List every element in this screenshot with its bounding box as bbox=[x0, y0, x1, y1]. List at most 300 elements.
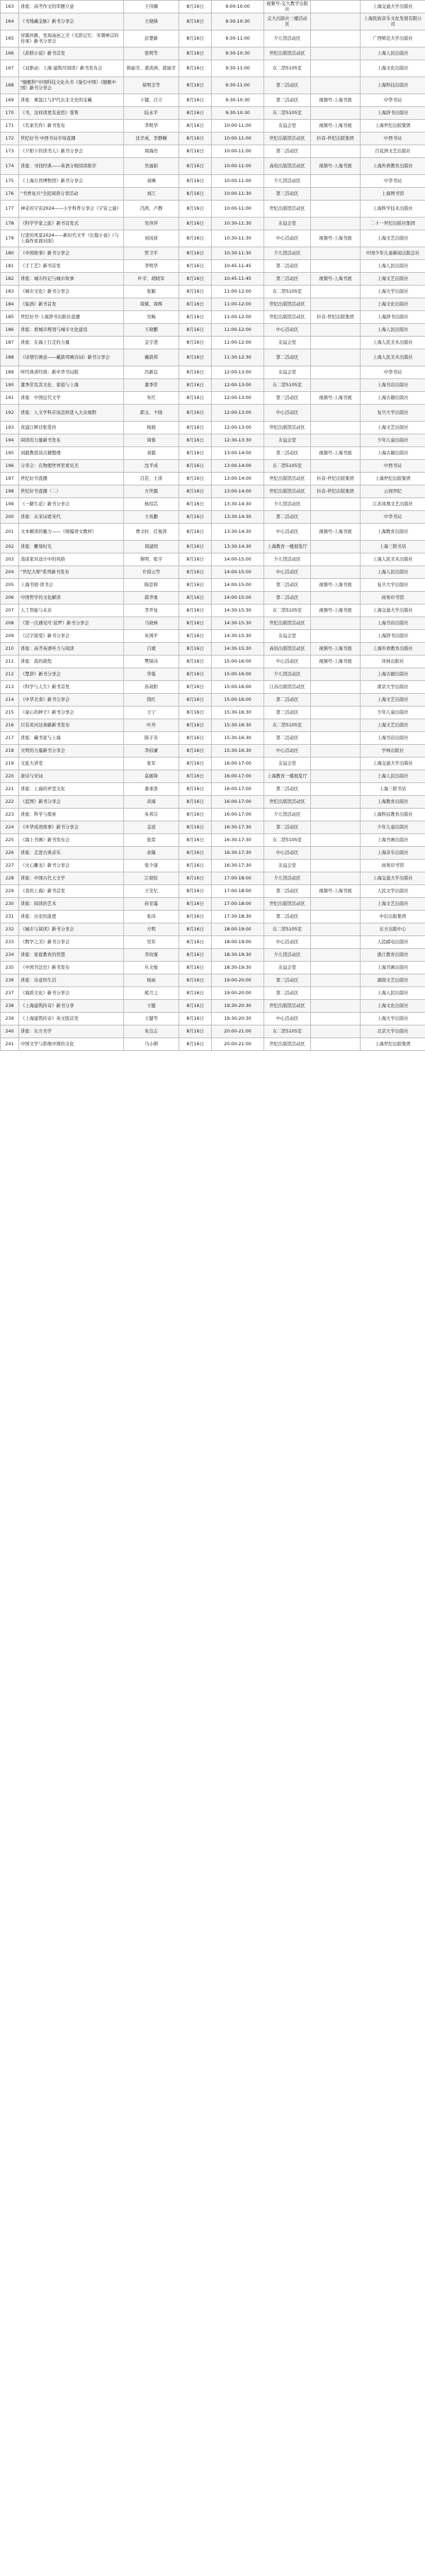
row-number: 210 bbox=[1, 643, 19, 656]
event-publisher: 上海文艺出版社 bbox=[361, 422, 425, 434]
event-media bbox=[311, 337, 361, 349]
table-row bbox=[1, 885, 425, 898]
event-venue: 中心活动区 bbox=[264, 1013, 311, 1025]
row-number: 225 bbox=[1, 834, 19, 847]
event-venue: 东二馆5105室 bbox=[264, 1025, 311, 1038]
event-title: 《城市文化》新书分享会 bbox=[19, 286, 124, 298]
event-guest: 王伟楠 bbox=[124, 1, 179, 13]
event-guest: 陆永平 bbox=[124, 107, 179, 120]
event-media bbox=[311, 553, 361, 566]
event-publisher: 东方出版中心 bbox=[361, 923, 425, 936]
event-publisher: 中西书局 bbox=[361, 460, 425, 473]
event-time: 11:00-12:00 bbox=[212, 311, 264, 324]
event-title: 讲座：科学与探索 bbox=[19, 809, 124, 821]
row-number: 172 bbox=[1, 133, 19, 145]
row-number: 195 bbox=[1, 447, 19, 460]
event-time: 9:30-10:30 bbox=[212, 47, 264, 60]
event-venue: 中心活动区 bbox=[264, 405, 311, 422]
table-row bbox=[1, 604, 425, 617]
event-venue: 第三活动区 bbox=[264, 885, 311, 898]
row-number: 177 bbox=[1, 201, 19, 218]
event-publisher: 上海书画出版社 bbox=[361, 834, 425, 847]
event-publisher: 北京大学出版社 bbox=[361, 1025, 425, 1038]
event-date: 8月16日 bbox=[179, 707, 212, 719]
event-venue: 东二馆5105室 bbox=[264, 286, 311, 298]
event-media bbox=[311, 175, 361, 188]
event-time: 13:30-14:30 bbox=[212, 541, 264, 553]
event-date: 8月16日 bbox=[179, 379, 212, 392]
event-guest: 郭玉、卞晓 bbox=[124, 405, 179, 422]
event-time: 15:30-16:30 bbox=[212, 732, 264, 745]
event-publisher: 人民邮电出版社 bbox=[361, 936, 425, 949]
row-number: 197 bbox=[1, 473, 19, 485]
event-date: 8月16日 bbox=[179, 974, 212, 987]
row-number: 164 bbox=[1, 13, 19, 30]
event-title: 世纪好书·中西书局专场直播 bbox=[19, 133, 124, 145]
event-guest: 张玮 bbox=[124, 911, 179, 923]
event-time: 18:30-19:30 bbox=[212, 962, 264, 974]
table-row bbox=[1, 783, 425, 796]
event-title: "书香复兴"全民阅读分享活动 bbox=[19, 188, 124, 201]
event-publisher: 上海书店出版社 bbox=[361, 379, 425, 392]
event-venue: 世纪出版馆活动区 bbox=[264, 47, 311, 60]
table-row bbox=[1, 758, 425, 770]
event-publisher: 上海文艺出版社 bbox=[361, 694, 425, 707]
event-media bbox=[311, 349, 361, 366]
event-publisher: 南京大学出版社 bbox=[361, 681, 425, 694]
event-publisher: 少年儿童出版社 bbox=[361, 707, 425, 719]
event-date: 8月16日 bbox=[179, 860, 212, 872]
event-guest: 周海亮 bbox=[124, 145, 179, 158]
event-date: 8月16日 bbox=[179, 422, 212, 434]
event-media bbox=[311, 694, 361, 707]
table-row bbox=[1, 188, 425, 201]
table-row bbox=[1, 473, 425, 485]
event-venue: 友谊会堂 bbox=[264, 860, 311, 872]
row-number: 222 bbox=[1, 796, 19, 809]
event-publisher: 广西师范大学出版社 bbox=[361, 30, 425, 47]
row-number: 217 bbox=[1, 732, 19, 745]
event-title: 文本解读的魅力——《统编语文教材》 bbox=[19, 524, 124, 541]
event-publisher: 中华书局 bbox=[361, 366, 425, 379]
event-title: 只有黄河这条路新书发布 bbox=[19, 719, 124, 732]
table-row bbox=[1, 1025, 425, 1038]
event-time: 16:00-17:00 bbox=[212, 783, 264, 796]
event-publisher: 上海人民出版社 bbox=[361, 47, 425, 60]
row-number: 237 bbox=[1, 987, 19, 1000]
event-venue: 少儿馆活动区 bbox=[264, 809, 311, 821]
row-number: 236 bbox=[1, 974, 19, 987]
event-time: 16:00-17:00 bbox=[212, 809, 264, 821]
row-number: 182 bbox=[1, 273, 19, 286]
table-row bbox=[1, 681, 425, 694]
table-row bbox=[1, 592, 425, 604]
event-title: 文明的力量新书分享会 bbox=[19, 745, 124, 758]
event-guest: 周建国 bbox=[124, 541, 179, 553]
row-number: 203 bbox=[1, 553, 19, 566]
event-date: 8月16日 bbox=[179, 1038, 212, 1051]
event-venue: 中心活动区 bbox=[264, 524, 311, 541]
event-media bbox=[311, 719, 361, 732]
event-venue: 中心活动区 bbox=[264, 745, 311, 758]
row-number: 215 bbox=[1, 707, 19, 719]
event-date: 8月16日 bbox=[179, 120, 212, 133]
table-row bbox=[1, 286, 425, 298]
event-media bbox=[311, 498, 361, 511]
event-time: 11:00-12:00 bbox=[212, 286, 264, 298]
event-publisher: 上海世纪出版集团 bbox=[361, 120, 425, 133]
event-guest: 张颖 bbox=[124, 286, 179, 298]
event-publisher: 上海交通大学出版社 bbox=[361, 1, 425, 13]
event-venue: 交大出版社三楼活动区 bbox=[264, 13, 311, 30]
table-row bbox=[1, 579, 425, 592]
event-publisher: 上海文艺出版社 bbox=[361, 230, 425, 247]
event-venue: 中心活动区 bbox=[264, 566, 311, 579]
event-venue: 中心活动区 bbox=[264, 230, 311, 247]
event-venue: 第二活动区 bbox=[264, 987, 311, 1000]
event-publisher: 上海人民出版社 bbox=[361, 324, 425, 337]
table-row bbox=[1, 498, 425, 511]
event-title: 讲座：在海上行走的力量 bbox=[19, 337, 124, 349]
event-venue: 第二活动区 bbox=[264, 821, 311, 834]
table-row bbox=[1, 30, 425, 47]
event-date: 8月16日 bbox=[179, 949, 212, 962]
event-date: 8月16日 bbox=[179, 694, 212, 707]
row-number: 163 bbox=[1, 1, 19, 13]
event-time: 12:00-13:00 bbox=[212, 422, 264, 434]
event-date: 8月16日 bbox=[179, 604, 212, 617]
table-row bbox=[1, 949, 425, 962]
event-publisher: 商务印书馆 bbox=[361, 592, 425, 604]
event-publisher: 上海外语教育出版社 bbox=[361, 643, 425, 656]
event-venue: 第二活动区 bbox=[264, 911, 311, 923]
event-time: 13:00-14:00 bbox=[212, 473, 264, 485]
event-title: 《科学学家之旅》新书首发式 bbox=[19, 218, 124, 230]
event-guest: 李明华 bbox=[124, 120, 179, 133]
event-time: 13:00-14:00 bbox=[212, 485, 264, 498]
event-guest: 杨绍芯 bbox=[124, 498, 179, 511]
row-number: 209 bbox=[1, 630, 19, 643]
event-title: 《蓝图》新书分享会 bbox=[19, 796, 124, 809]
table-row bbox=[1, 133, 425, 145]
table-row bbox=[1, 107, 425, 120]
event-title: 讲座：诗意的生活 bbox=[19, 974, 124, 987]
table-row bbox=[1, 668, 425, 681]
row-number: 230 bbox=[1, 898, 19, 911]
row-number: 165 bbox=[1, 30, 19, 47]
event-date: 8月16日 bbox=[179, 158, 212, 175]
row-number: 185 bbox=[1, 311, 19, 324]
event-time: 9:30-10:30 bbox=[212, 13, 264, 30]
table-row bbox=[1, 541, 425, 553]
event-title: 浅谈家具设计中的风格 bbox=[19, 553, 124, 566]
event-time: 10:00-11:00 bbox=[212, 158, 264, 175]
event-guest: 张雷 bbox=[124, 834, 179, 847]
event-publisher: 上海交通大学出版社 bbox=[361, 758, 425, 770]
event-venue: 高校出版馆活动区 bbox=[264, 158, 311, 175]
event-title: 《城市与阅读》新书分享会 bbox=[19, 923, 124, 936]
event-venue: 世纪出版馆活动区 bbox=[264, 298, 311, 311]
event-guest: 樊锦诗 bbox=[124, 656, 179, 668]
event-publisher: 上海民族音乐文化发展有限公司 bbox=[361, 13, 425, 30]
table-row bbox=[1, 47, 425, 60]
event-publisher: 复旦大学出版社 bbox=[361, 579, 425, 592]
event-guest: 张少康 bbox=[124, 860, 179, 872]
event-guest: 李伯谦 bbox=[124, 745, 179, 758]
event-publisher: 上海科技教育出版社 bbox=[361, 809, 425, 821]
event-title: 《中华美食》新书分享会 bbox=[19, 694, 124, 707]
event-venue: 少儿馆活动区 bbox=[264, 175, 311, 188]
row-number: 167 bbox=[1, 60, 19, 77]
event-venue: 中心活动区 bbox=[264, 656, 311, 668]
event-title: 文旅大讲堂 bbox=[19, 758, 124, 770]
event-guest: 刘凤祥 bbox=[124, 230, 179, 247]
event-guest: 李玫瑾 bbox=[124, 949, 179, 962]
event-time: 16:30-17:30 bbox=[212, 821, 264, 834]
event-venue: 世纪出版馆活动区 bbox=[264, 422, 311, 434]
event-media bbox=[311, 732, 361, 745]
event-title: 《海派文化》新书分享会 bbox=[19, 987, 124, 1000]
event-venue: 世纪出版馆活动区 bbox=[264, 201, 311, 218]
table-row bbox=[1, 175, 425, 188]
event-venue: 中心活动区 bbox=[264, 324, 311, 337]
event-guest: 戴敦邦 bbox=[124, 349, 179, 366]
table-row bbox=[1, 524, 425, 541]
event-date: 8月16日 bbox=[179, 460, 212, 473]
event-title: 讲座：人文学科应该怎样进入大众视野 bbox=[19, 405, 124, 422]
event-venue: 友谊会堂 bbox=[264, 366, 311, 379]
event-time: 10:45-11:45 bbox=[212, 260, 264, 273]
row-number: 214 bbox=[1, 694, 19, 707]
row-number: 173 bbox=[1, 145, 19, 158]
event-date: 8月16日 bbox=[179, 847, 212, 860]
event-time: 10:00-11:00 bbox=[212, 175, 264, 188]
row-number: 200 bbox=[1, 511, 19, 524]
row-number: 218 bbox=[1, 745, 19, 758]
event-guest: 王健等 bbox=[124, 1013, 179, 1025]
event-media: 视频号-上海书展 bbox=[311, 120, 361, 133]
event-venue: 友谊会堂 bbox=[264, 630, 311, 643]
event-guest: 陈丽芳、姜洪洲、郭丽芳 bbox=[124, 60, 179, 77]
event-title: 讲座：阅读的艺术 bbox=[19, 898, 124, 911]
table-row bbox=[1, 962, 425, 974]
event-media bbox=[311, 898, 361, 911]
event-time: 15:30-16:30 bbox=[212, 707, 264, 719]
event-publisher: 复旦大学出版社 bbox=[361, 405, 425, 422]
event-time: 13:00-14:00 bbox=[212, 447, 264, 460]
event-guest: 张明等 bbox=[124, 47, 179, 60]
event-publisher: 上海人民美术出版社 bbox=[361, 349, 425, 366]
event-date: 8月16日 bbox=[179, 758, 212, 770]
event-venue: 少儿馆活动区 bbox=[264, 949, 311, 962]
event-date: 8月16日 bbox=[179, 201, 212, 218]
event-media bbox=[311, 188, 361, 201]
event-date: 8月16日 bbox=[179, 524, 212, 541]
row-number: 186 bbox=[1, 324, 19, 337]
event-time: 15:00-16:00 bbox=[212, 681, 264, 694]
event-media: 视频号-上海书展 bbox=[311, 230, 361, 247]
event-media bbox=[311, 923, 361, 936]
event-title: 《书，这样读更有意思》签售 bbox=[19, 107, 124, 120]
event-venue: 第三活动区 bbox=[264, 392, 311, 405]
event-time: 14:30-15:30 bbox=[212, 643, 264, 656]
event-title: 神奇的宇宙2024——小学科普分享会《宇宙之谜》 bbox=[19, 201, 124, 218]
event-title: 董季常及其文化、家庭与上海 bbox=[19, 379, 124, 392]
row-number: 196 bbox=[1, 460, 19, 473]
event-title: 人工智能与未来 bbox=[19, 604, 124, 617]
row-number: 188 bbox=[1, 349, 19, 366]
event-publisher: 中信出版集团 bbox=[361, 911, 425, 923]
event-date: 8月16日 bbox=[179, 60, 212, 77]
event-guest: 金宇澄 bbox=[124, 337, 179, 349]
event-venue: 第二活动区 bbox=[264, 732, 311, 745]
event-title: 刘毅教授谈古籍整理 bbox=[19, 447, 124, 460]
event-publisher: 上海人民出版社 bbox=[361, 566, 425, 579]
row-number: 191 bbox=[1, 392, 19, 405]
row-number: 190 bbox=[1, 379, 19, 392]
event-time: 17:00-18:00 bbox=[212, 885, 264, 898]
event-guest: 杨雨 bbox=[124, 974, 179, 987]
event-title: 讲座：历史的温度 bbox=[19, 911, 124, 923]
event-media bbox=[311, 809, 361, 821]
event-guest: 王兆鹏 bbox=[124, 511, 179, 524]
row-number: 229 bbox=[1, 885, 19, 898]
event-guest: 卜键、吕立 bbox=[124, 94, 179, 107]
table-row bbox=[1, 218, 425, 230]
event-date: 8月16日 bbox=[179, 643, 212, 656]
event-title: 讲座：高考作文的审题立意 bbox=[19, 1, 124, 13]
event-title: 阅读的力量新书发布 bbox=[19, 434, 124, 447]
event-venue: 东二馆5105室 bbox=[264, 604, 311, 617]
event-title: 《一路生花》新书分享会 bbox=[19, 498, 124, 511]
event-guest: 李明华 bbox=[124, 260, 179, 273]
event-title: 《数学之美》新书分享会 bbox=[19, 936, 124, 949]
event-date: 8月16日 bbox=[179, 923, 212, 936]
event-guest: 陈思和 bbox=[124, 579, 179, 592]
event-venue: 第二活动区 bbox=[264, 145, 311, 158]
event-time: 14:00-15:00 bbox=[212, 553, 264, 566]
event-publisher: 二十一世纪出版社集团 bbox=[361, 218, 425, 230]
event-media bbox=[311, 511, 361, 524]
event-media bbox=[311, 987, 361, 1000]
event-guest: 叶辛、胡晓军 bbox=[124, 273, 179, 286]
event-date: 8月16日 bbox=[179, 911, 212, 923]
event-guest: 余隆 bbox=[124, 847, 179, 860]
event-title: 《中国故事》新书分享会 bbox=[19, 247, 124, 260]
event-time: 18:00-19:00 bbox=[212, 923, 264, 936]
row-number: 204 bbox=[1, 566, 19, 579]
event-guest: 沈平成 bbox=[124, 460, 179, 473]
event-venue: 上海教育一楼展览厅 bbox=[264, 541, 311, 553]
event-guest: 方明 bbox=[124, 923, 179, 936]
event-date: 8月16日 bbox=[179, 745, 212, 758]
event-venue: 世纪出版馆活动区 bbox=[264, 1000, 311, 1013]
event-publisher: 少年儿童出版社 bbox=[361, 821, 425, 834]
event-guest: 华强 bbox=[124, 668, 179, 681]
row-number: 184 bbox=[1, 298, 19, 311]
table-row bbox=[1, 834, 425, 847]
row-number: 168 bbox=[1, 77, 19, 94]
event-guest: 郭齐勇 bbox=[124, 592, 179, 604]
event-date: 8月16日 bbox=[179, 553, 212, 566]
event-date: 8月16日 bbox=[179, 447, 212, 460]
event-media bbox=[311, 298, 361, 311]
event-publisher: 云间世纪 bbox=[361, 485, 425, 498]
row-number: 205 bbox=[1, 579, 19, 592]
event-time: 10:00-11:00 bbox=[212, 120, 264, 133]
event-guest: 王健 bbox=[124, 1000, 179, 1013]
event-venue: 第三活动区 bbox=[264, 273, 311, 286]
event-venue: 第二活动区 bbox=[264, 511, 311, 524]
event-guest: 娄承浩 bbox=[124, 783, 179, 796]
table-row bbox=[1, 1, 425, 13]
event-venue: 上海教育一楼展览厅 bbox=[264, 770, 311, 783]
row-number: 232 bbox=[1, 923, 19, 936]
event-title: 讲座：高考英语听力与阅读 bbox=[19, 643, 124, 656]
event-title: 《中华成语故事》新书分享会 bbox=[19, 821, 124, 834]
event-venue: 第三活动区 bbox=[264, 94, 311, 107]
event-media bbox=[311, 145, 361, 158]
table-row bbox=[1, 872, 425, 885]
event-time: 14:30-15:30 bbox=[212, 617, 264, 630]
event-media: 视频号-上海书展 bbox=[311, 524, 361, 541]
row-number: 233 bbox=[1, 936, 19, 949]
event-media bbox=[311, 260, 361, 273]
event-guest: 刘琳 bbox=[124, 175, 179, 188]
event-guest: 马晓林 bbox=[124, 617, 179, 630]
event-date: 8月16日 bbox=[179, 47, 212, 60]
event-venue: 东二馆5105室 bbox=[264, 719, 311, 732]
event-media bbox=[311, 1000, 361, 1013]
event-guest: 管卫平 bbox=[124, 247, 179, 260]
event-time: 16:00-17:00 bbox=[212, 770, 264, 783]
event-media bbox=[311, 422, 361, 434]
event-publisher: 学林出版社 bbox=[361, 745, 425, 758]
event-venue: 第三活动区 bbox=[264, 783, 311, 796]
event-schedule-table bbox=[0, 0, 425, 1051]
event-title: 《汉字演变》新书分享会 bbox=[19, 630, 124, 643]
row-number: 187 bbox=[1, 337, 19, 349]
event-date: 8月16日 bbox=[179, 311, 212, 324]
event-time: 15:00-16:00 bbox=[212, 668, 264, 681]
event-date: 8月16日 bbox=[179, 885, 212, 898]
event-date: 8月16日 bbox=[179, 298, 212, 311]
event-venue: 第二活动区 bbox=[264, 592, 311, 604]
event-publisher: 中西书局 bbox=[361, 133, 425, 145]
event-title: 上海书展·读书会 bbox=[19, 579, 124, 592]
event-date: 8月16日 bbox=[179, 821, 212, 834]
event-title: 世纪好书·上海辞书出版社直播 bbox=[19, 311, 124, 324]
event-venue: 少儿馆活动区 bbox=[264, 872, 311, 885]
event-time: 18:30-19:30 bbox=[212, 949, 264, 962]
row-number: 208 bbox=[1, 617, 19, 630]
event-venue: 中心活动区 bbox=[264, 847, 311, 860]
event-time: 16:30-17:30 bbox=[212, 860, 264, 872]
event-publisher: 上海人民美术出版社 bbox=[361, 337, 425, 349]
event-venue: 东二馆5105室 bbox=[264, 379, 311, 392]
row-number: 239 bbox=[1, 1013, 19, 1025]
event-media bbox=[311, 247, 361, 260]
row-number: 223 bbox=[1, 809, 19, 821]
table-row bbox=[1, 13, 425, 30]
event-publisher: 中华书局 bbox=[361, 94, 425, 107]
table-row bbox=[1, 405, 425, 422]
event-guest: 王安忆 bbox=[124, 885, 179, 898]
event-date: 8月16日 bbox=[179, 783, 212, 796]
event-title: 《文心雕龙》新书分享会 bbox=[19, 860, 124, 872]
event-time: 18:00-19:00 bbox=[212, 936, 264, 949]
table-row bbox=[1, 120, 425, 133]
